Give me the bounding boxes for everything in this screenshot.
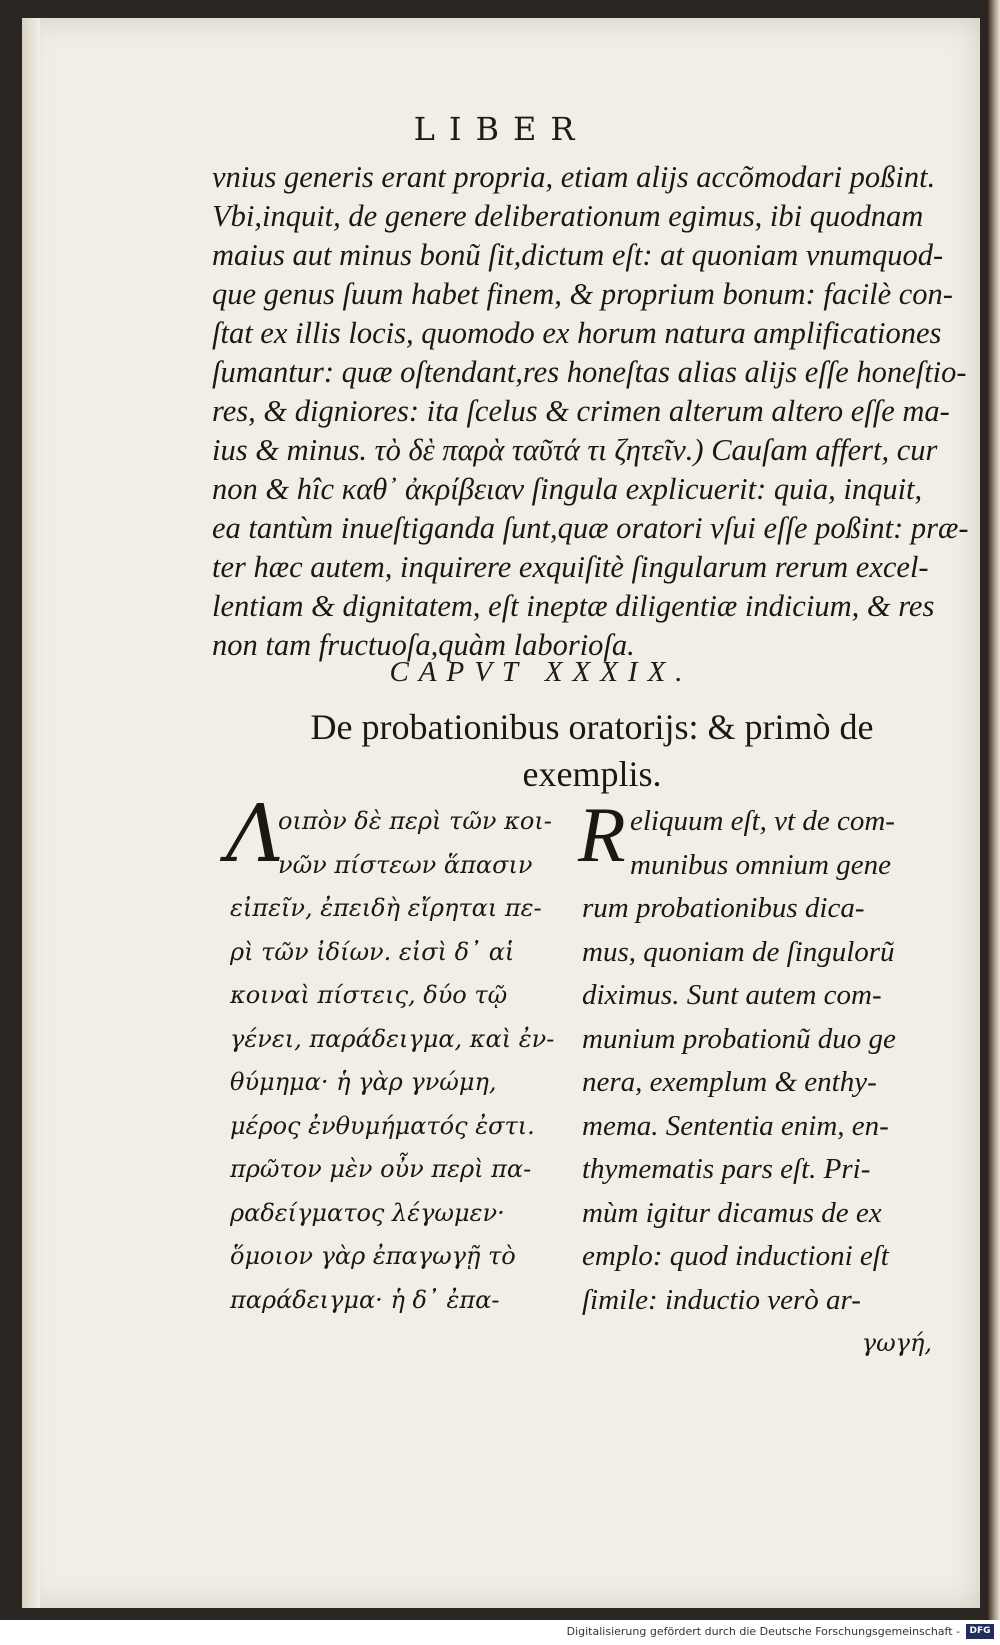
greek-line: ρὶ τῶν ἰδίων. εἰσὶ δ᾿ αἱ <box>230 937 515 966</box>
top-paragraph <box>212 158 972 665</box>
latin-line: munium probationũ duo ge <box>582 1022 896 1055</box>
latin-line: thymematis pars eſt. Pri- <box>582 1153 871 1185</box>
latin-line: mus, quoniam de ſingulorũ <box>582 935 895 968</box>
text-line: ter hæc autem, inquirere exquiſitè ſingularum rerum excel- <box>212 550 929 584</box>
greek-line: ὅμοιον γὰρ ἐπαγωγῇ τὸ <box>230 1242 516 1270</box>
greek-line: μέρος ἐνθυμήματός ἐστι. <box>230 1111 535 1140</box>
latin-line: mema. Sententia enim, en- <box>582 1109 889 1142</box>
dfg-logo: DFG <box>966 1624 994 1639</box>
greek-line: οιπὸν δὲ περὶ τῶν κοι- <box>278 807 552 835</box>
section-heading-line: exemplis. <box>522 754 662 794</box>
page-gutter-shadow <box>22 18 40 1608</box>
greek-line: πρῶτον μὲν οὖν περὶ πα- <box>230 1155 532 1183</box>
book-page <box>22 18 980 1608</box>
text-line: que genus ſuum habet finem, & proprium bonum: facilè con- <box>212 277 953 311</box>
greek-line: ραδείγματος λέγωμεν· <box>230 1198 505 1227</box>
latin-line: mùm igitur dicamus de ex <box>582 1196 882 1229</box>
greek-line: κοιναὶ πίστεις, δύο τῷ <box>230 981 508 1009</box>
digitization-footer <box>0 1620 1000 1645</box>
chapter-title: CAPVT XXXIX. <box>389 656 693 688</box>
latin-line: emplo: quod inductioni eſt <box>582 1240 889 1272</box>
scan-edge-strip <box>988 0 1000 1620</box>
greek-drop-cap: Λ <box>226 787 284 880</box>
text-line: non tam fructuoſa,quàm laborioſa. <box>212 628 635 662</box>
greek-line: νῶν πίστεων ἅπασιν <box>278 850 533 879</box>
section-heading-line: De probationibus oratorijs: & primò de <box>310 707 874 747</box>
text-line: lentiam & dignitatem, eſt ineptæ diligentiæ indicium, & res <box>212 589 935 623</box>
text-line: non & hîc καθ᾿ ἀκρίβειαν ſingula explicuerit: quia, inquit, <box>212 472 923 506</box>
text-line: res, & digniores: ita ſcelus & crimen alterum altero eſſe ma- <box>212 394 950 428</box>
greek-line: θύμημα· ἡ γὰρ γνώμη, <box>230 1068 497 1096</box>
latin-line: nera, exemplum & enthy- <box>582 1066 877 1098</box>
greek-column <box>226 787 570 1322</box>
latin-line: diximus. Sunt autem com- <box>582 979 882 1011</box>
text-line: ſumantur: quæ oſtendant,res honeſtas alias alijs eſſe honeſtio- <box>212 355 967 389</box>
greek-line: γένει, παράδειγμα, καὶ ἐν- <box>230 1024 555 1053</box>
running-head: LIBER <box>413 110 589 148</box>
text-line: Vbi,inquit, de genere deliberationum egimus, ibi quodnam <box>212 199 924 233</box>
catchword: γωγή, <box>861 1329 932 1357</box>
latin-drop-cap: R <box>578 791 626 878</box>
latin-line: rum probationibus dica- <box>582 892 865 924</box>
latin-line: eliquum eſt, vt de com- <box>630 805 895 837</box>
greek-line: εἰπεῖν, ἐπειδὴ εἴρηται πε- <box>230 894 542 922</box>
text-line: maius aut minus bonũ ſit,dictum eſt: at quoniam vnumquod- <box>212 238 944 272</box>
latin-line: munibus omnium gene <box>630 848 891 881</box>
text-line: ea tantùm inueſtiganda ſunt,quæ oratori vſui eſſe poßint: præ- <box>212 511 969 545</box>
text-line: ſtat ex illis locis, quomodo ex horum natura amplificationes <box>212 316 942 350</box>
section-heading <box>252 704 932 798</box>
greek-line: παράδειγμα· ἡ δ᾿ ἐπα- <box>230 1285 500 1314</box>
text-line: ius & minus. τὸ δὲ παρὰ ταῦτά τι ζητεῖν.) Cauſam affert, cur <box>212 433 938 467</box>
latin-line: ſimile: inductio verò ar- <box>582 1283 861 1316</box>
footer-credit-text: Digitalisierung gefördert durch die Deutsche Forschungsgemeinschaft - <box>566 1625 960 1638</box>
latin-column <box>578 791 942 1366</box>
text-line: vnius generis erant propria, etiam alijs accõmodari poßint. <box>212 160 936 194</box>
